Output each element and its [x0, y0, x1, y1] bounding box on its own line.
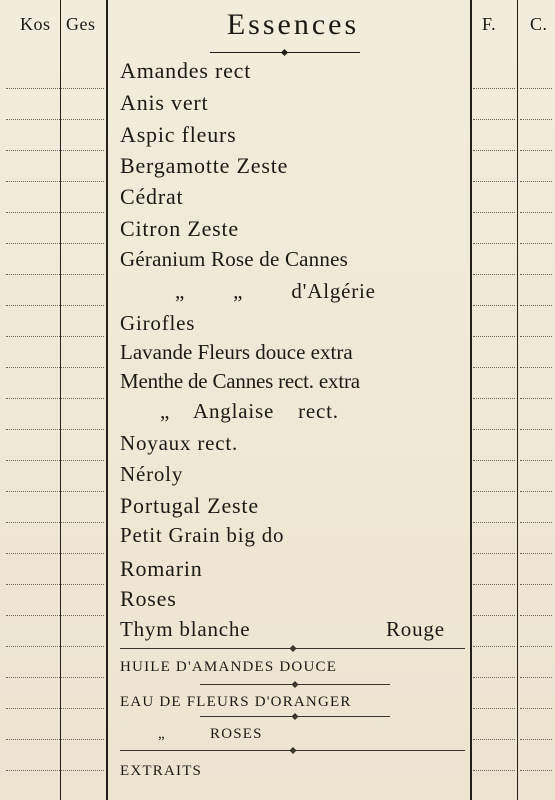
row-guide	[473, 522, 515, 523]
row-guide	[473, 677, 515, 678]
entry-neroly: Néroly	[120, 462, 184, 486]
row-guide	[473, 181, 515, 182]
row-guide	[6, 491, 104, 492]
row-guide	[520, 739, 552, 740]
row-guide	[6, 584, 104, 585]
entry-menthe-cannes: Menthe de Cannes rect. extra	[120, 369, 360, 393]
row-guide	[6, 305, 104, 306]
entry-cedrat: Cédrat	[120, 184, 184, 209]
entry-geranium-algerie: „ „ d'Algérie	[175, 279, 376, 303]
row-guide	[6, 708, 104, 709]
entry-menthe-anglaise: „ Anglaise rect.	[160, 399, 339, 423]
row-guide	[473, 770, 515, 771]
row-guide	[473, 646, 515, 647]
row-guide	[520, 367, 552, 368]
section-roses: ROSES	[210, 726, 263, 742]
entry-girofles: Girofles	[120, 311, 196, 335]
column-rule-4	[517, 0, 518, 800]
row-guide	[520, 119, 552, 120]
row-guide	[473, 305, 515, 306]
row-guide	[520, 646, 552, 647]
section-eau: EAU DE FLEURS D'ORANGER	[120, 694, 352, 710]
row-guide	[473, 708, 515, 709]
row-guide	[473, 460, 515, 461]
row-guide	[473, 367, 515, 368]
row-guide	[473, 243, 515, 244]
row-guide	[6, 243, 104, 244]
entry-aspic: Aspic fleurs	[120, 122, 237, 147]
row-guide	[520, 615, 552, 616]
entry-petit-grain: Petit Grain big do	[120, 523, 285, 547]
separator-1	[120, 648, 465, 649]
entry-portugal: Portugal Zeste	[120, 493, 259, 518]
row-guide	[6, 677, 104, 678]
entry-thym-blanche: Thym blanche	[120, 617, 251, 641]
row-guide	[473, 274, 515, 275]
row-guide	[6, 150, 104, 151]
row-guide	[473, 398, 515, 399]
entry-thym-rouge: Rouge	[386, 617, 445, 641]
section-extraits: EXTRAITS	[120, 763, 203, 779]
separator-4	[120, 750, 465, 751]
row-guide	[473, 119, 515, 120]
row-guide	[520, 274, 552, 275]
row-guide	[473, 491, 515, 492]
column-rule-2	[106, 0, 108, 800]
row-guide	[473, 88, 515, 89]
row-guide	[6, 367, 104, 368]
row-guide	[520, 460, 552, 461]
row-guide	[473, 212, 515, 213]
row-guide	[6, 553, 104, 554]
row-guide	[520, 677, 552, 678]
row-guide	[520, 770, 552, 771]
row-guide	[520, 584, 552, 585]
column-rule-1	[60, 0, 61, 800]
row-guide	[520, 305, 552, 306]
header-kos: Kos	[20, 14, 51, 34]
row-guide	[473, 429, 515, 430]
row-guide	[520, 553, 552, 554]
row-guide	[6, 88, 104, 89]
row-guide	[520, 398, 552, 399]
entry-citron: Citron Zeste	[120, 216, 239, 241]
entry-roses: Roses	[120, 586, 177, 611]
entry-noyaux: Noyaux rect.	[120, 431, 239, 455]
row-guide	[473, 150, 515, 151]
row-guide	[6, 181, 104, 182]
row-guide	[473, 615, 515, 616]
row-guide	[520, 150, 552, 151]
column-rule-3	[470, 0, 472, 800]
row-guide	[6, 460, 104, 461]
row-guide	[6, 212, 104, 213]
row-guide	[520, 429, 552, 430]
separator-2	[200, 684, 390, 685]
row-guide	[6, 398, 104, 399]
row-guide	[473, 739, 515, 740]
entry-bergamotte: Bergamotte Zeste	[120, 153, 289, 178]
entry-anis: Anis vert	[120, 90, 209, 115]
row-guide	[520, 243, 552, 244]
row-guide	[520, 522, 552, 523]
row-guide	[520, 336, 552, 337]
section-roses-ditto: „	[158, 726, 166, 742]
row-guide	[6, 429, 104, 430]
entry-amandes: Amandes rect	[120, 58, 252, 83]
row-guide	[520, 181, 552, 182]
row-guide	[520, 491, 552, 492]
title-ornament-rule	[210, 52, 360, 53]
row-guide	[6, 522, 104, 523]
row-guide	[6, 274, 104, 275]
row-guide	[6, 739, 104, 740]
row-guide	[6, 615, 104, 616]
row-guide	[520, 212, 552, 213]
row-guide	[6, 119, 104, 120]
header-ges: Ges	[66, 14, 96, 34]
entry-romarin: Romarin	[120, 556, 203, 581]
row-guide	[6, 770, 104, 771]
page-title: Essences	[226, 8, 360, 41]
section-huile: HUILE D'AMANDES DOUCE	[120, 659, 338, 675]
entry-geranium-cannes: Géranium Rose de Cannes	[120, 247, 348, 271]
row-guide	[473, 584, 515, 585]
row-guide	[520, 708, 552, 709]
header-f: F.	[482, 14, 497, 34]
separator-3	[200, 716, 390, 717]
row-guide	[6, 646, 104, 647]
row-guide	[520, 88, 552, 89]
row-guide	[473, 336, 515, 337]
entry-lavande: Lavande Fleurs douce extra	[120, 340, 353, 364]
row-guide	[473, 553, 515, 554]
row-guide	[6, 336, 104, 337]
header-c: C.	[530, 14, 548, 34]
